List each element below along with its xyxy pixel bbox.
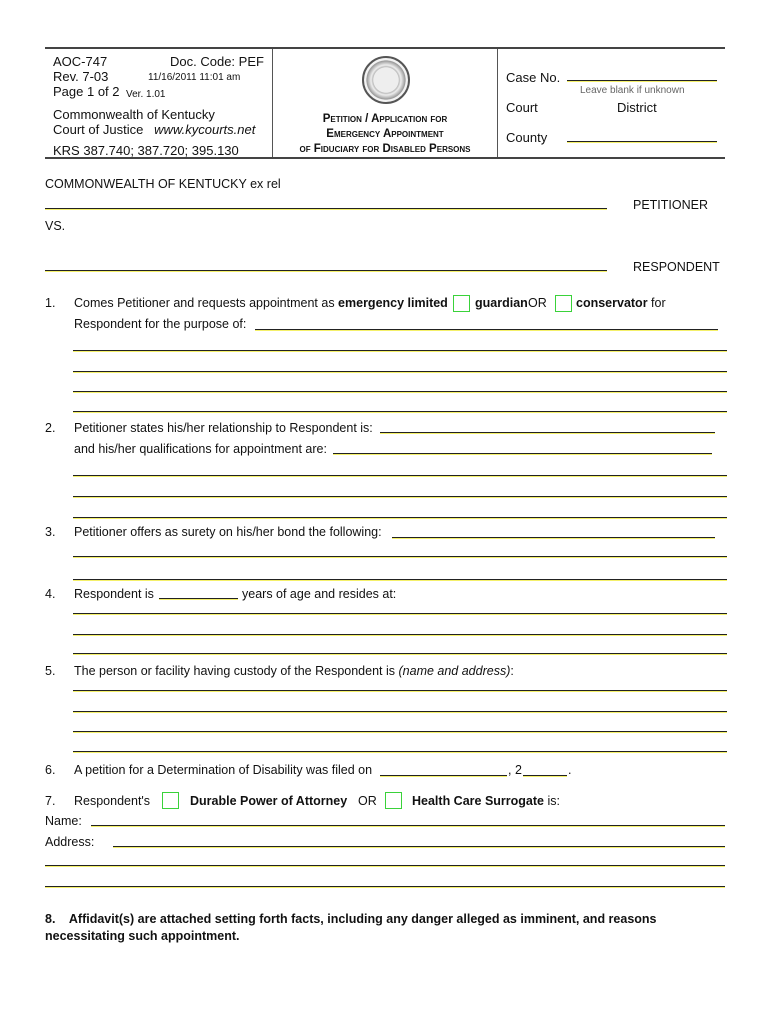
surety-field[interactable] [392,537,715,538]
case-no-field[interactable] [567,80,717,81]
qualifications-line[interactable] [73,496,727,497]
qualifications-line[interactable] [73,475,727,476]
item-3-number: 3. [45,525,56,539]
custody-line[interactable] [73,751,727,752]
conservator-checkbox[interactable] [555,295,572,312]
or-label: OR [358,794,377,808]
item-1-text: Comes Petitioner and requests appointment as emergency limited [74,296,448,310]
period: . [568,763,572,777]
address-label: Address: [45,835,95,849]
item-4-number: 4. [45,587,56,601]
name-label: Name: [45,814,82,828]
purpose-line[interactable] [73,411,727,412]
petitioner-field[interactable] [45,208,607,209]
custody-line[interactable] [73,711,727,712]
ex-rel-label: COMMONWEALTH OF KENTUCKY ex rel [45,177,281,191]
surety-label: Petitioner offers as surety on his/her bond the following: [74,525,382,539]
page-number: Page 1 of 2 [53,84,120,99]
respondent-field[interactable] [45,270,607,271]
surety-line[interactable] [73,556,727,557]
filed-date-field[interactable] [380,775,507,776]
custody-line[interactable] [73,690,727,691]
version: Ver. 1.01 [126,89,166,100]
qualifications-field[interactable] [333,453,712,454]
petition-filed-label: A petition for a Determination of Disability was filed on [74,763,373,777]
surrogate-checkbox[interactable] [385,792,402,809]
item-7-number: 7. [45,794,56,808]
guardian-label: guardian [475,296,528,310]
revision: Rev. 7-03 [53,69,109,84]
custody-line[interactable] [73,731,727,732]
krs-citation: KRS 387.740; 387.720; 395.130 [53,143,239,158]
item-8-text: 8. Affidavit(s) are attached setting forth facts, including any danger alleged as imminent, and reasons [45,912,657,926]
name-field[interactable] [91,825,725,826]
surrogate-label: Health Care Surrogate is: [412,794,560,808]
relationship-field[interactable] [380,432,715,433]
vs-label: VS. [45,219,66,233]
qualifications-line[interactable] [73,517,727,518]
court-label: Court [506,100,538,115]
form-title-3: of Fiduciary for Disabled Persons [299,143,471,155]
age-field[interactable] [159,598,238,599]
respondents-label: Respondent's [74,794,151,808]
custody-label: The person or facility having custody of the Respondent is (name and address): [74,664,514,678]
county-field[interactable] [567,141,717,142]
item-6-number: 6. [45,763,56,777]
form-title-1: Petition / Application for [322,113,448,125]
guardian-checkbox[interactable] [453,295,470,312]
item-8-text-cont: necessitating such appointment. [45,929,240,943]
case-no-label: Case No. [506,70,561,85]
address-line[interactable] [73,653,727,654]
purpose-line[interactable] [73,371,727,372]
qualifications-label: and his/her qualifications for appointment are: [74,442,327,456]
respondent-label: RESPONDENT [633,260,720,274]
age-label: Respondent is [74,587,154,601]
case-no-hint: Leave blank if unknown [580,85,685,96]
address-line[interactable] [73,613,727,614]
address-line[interactable] [45,886,725,887]
poa-label: Durable Power of Attorney [190,794,348,808]
item-1-number: 1. [45,296,56,310]
address-line[interactable] [45,865,725,866]
court-seal-icon [362,56,410,104]
org-line-2: Court of Justice www.kycourts.net [53,122,256,137]
form-datetime: 11/16/2011 11:01 am [148,72,241,83]
poa-checkbox[interactable] [162,792,179,809]
purpose-field[interactable] [255,329,718,330]
or-label: OR [528,296,547,310]
org-line-1: Commonwealth of Kentucky [53,107,215,122]
county-label: County [506,130,548,145]
surety-line[interactable] [73,579,727,580]
purpose-line[interactable] [73,391,727,392]
purpose-label: Respondent for the purpose of: [74,317,247,331]
item-5-number: 5. [45,664,56,678]
address-field[interactable] [113,846,725,847]
court-value: District [617,100,657,115]
conservator-label: conservator for [576,296,666,310]
purpose-line[interactable] [73,350,727,351]
filed-year-field[interactable] [523,775,567,776]
resides-label: years of age and resides at: [242,587,397,601]
petitioner-label: PETITIONER [633,198,709,212]
item-2-number: 2. [45,421,56,435]
form-title-2: Emergency Appointment [326,128,444,140]
address-line[interactable] [73,634,727,635]
court-url[interactable]: www.kycourts.net [154,122,256,137]
year-prefix: , 2 [508,763,522,777]
doc-code: Doc. Code: PEF [170,54,264,69]
form-id: AOC-747 [53,54,108,69]
relationship-label: Petitioner states his/her relationship to Respondent is: [74,421,373,435]
